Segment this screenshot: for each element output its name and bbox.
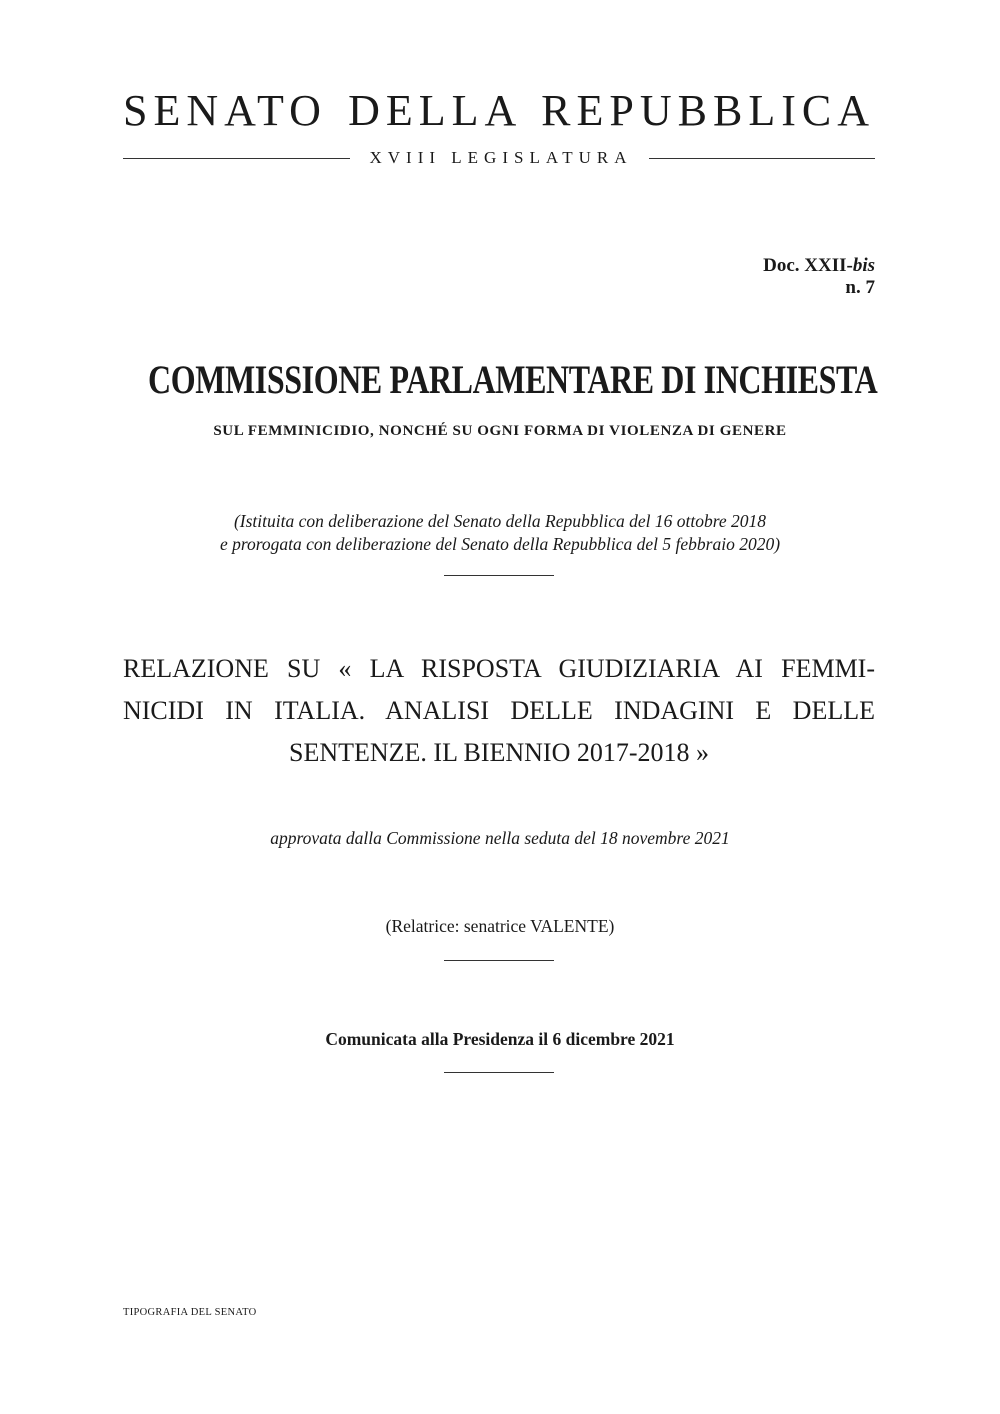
senate-title: SENATO DELLA REPUBBLICA bbox=[123, 86, 875, 135]
doc-number: n. 7 bbox=[845, 277, 875, 298]
doc-reference bbox=[763, 255, 875, 299]
commission-title: COMMISSIONE PARLAMENTARE DI INCHIESTA bbox=[148, 357, 878, 402]
report-title bbox=[123, 648, 875, 774]
doc-code-prefix: Doc. XXII- bbox=[763, 255, 853, 276]
printer-credit: TIPOGRAFIA DEL SENATO bbox=[123, 1307, 257, 1318]
report-title-line-3: SENTENZE. IL BIENNIO 2017-2018 » bbox=[288, 738, 710, 767]
establishment-line-2: e prorogata con deliberazione del Senato della Repubblica del 5 febbraio 2020) bbox=[219, 534, 781, 554]
approval-note: approvata dalla Commissione nella seduta del 18 novembre 2021 bbox=[270, 828, 730, 848]
legislature-right-rule bbox=[649, 158, 876, 159]
establishment-note bbox=[100, 510, 900, 556]
communicated-note: Comunicata alla Presidenza il 6 dicembre 2021 bbox=[325, 1029, 675, 1049]
doc-code-suffix: bis bbox=[852, 255, 875, 276]
legislature-left-rule bbox=[123, 158, 350, 159]
doc-code bbox=[763, 255, 875, 277]
separator-rule-2 bbox=[444, 960, 554, 961]
commission-subtitle: SUL FEMMINICIDIO, NONCHÉ SU OGNI FORMA DI VIOLENZA DI GENERE bbox=[213, 423, 787, 439]
legislature-label: XVIII LEGISLATURA bbox=[369, 148, 633, 167]
report-title-line-1: RELAZIONE SU « LA RISPOSTA GIUDIZIARIA AI FEMMI- bbox=[123, 654, 875, 683]
separator-rule-3 bbox=[444, 1072, 554, 1073]
separator-rule-1 bbox=[444, 575, 554, 576]
report-title-line-2: NICIDI IN ITALIA. ANALISI DELLE INDAGINI E DELLE bbox=[123, 696, 875, 725]
rapporteur: (Relatrice: senatrice VALENTE) bbox=[385, 916, 615, 936]
establishment-line-1: (Istituita con deliberazione del Senato della Repubblica del 16 ottobre 2018 bbox=[233, 511, 767, 531]
legislature-row bbox=[123, 146, 875, 170]
